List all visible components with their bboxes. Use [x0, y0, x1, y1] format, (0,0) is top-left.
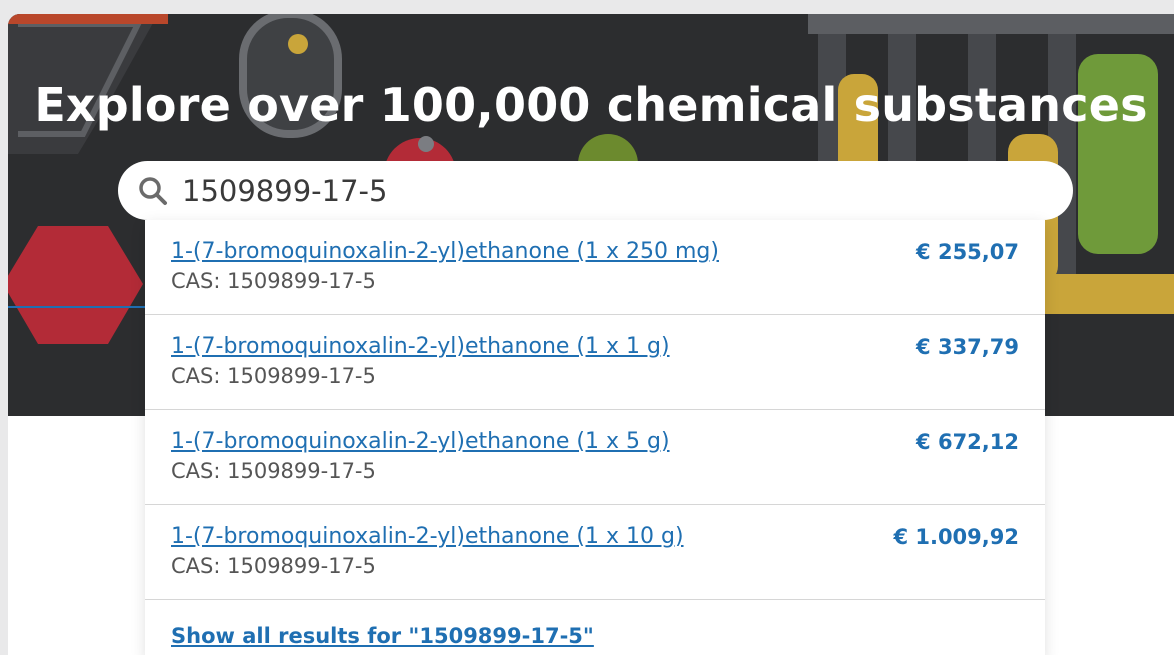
result-price: € 1.009,92 — [893, 525, 1019, 549]
result-product-link[interactable]: 1-(7-bromoquinoxalin-2-yl)ethanone (1 x 10 g) — [171, 524, 684, 549]
result-item[interactable] — [145, 220, 1045, 315]
accent-divider — [8, 306, 148, 308]
result-cas-number: CAS: 1509899-17-5 — [171, 364, 376, 388]
result-product-link[interactable]: 1-(7-bromoquinoxalin-2-yl)ethanone (1 x 250 mg) — [171, 239, 719, 264]
search-input[interactable] — [182, 174, 1042, 208]
result-cas-number: CAS: 1509899-17-5 — [171, 269, 376, 293]
result-price: € 672,12 — [916, 430, 1019, 454]
show-all-row — [145, 600, 1045, 655]
result-item[interactable] — [145, 410, 1045, 505]
page-card — [8, 14, 1174, 655]
page-title: Explore over 100,000 chemical substances — [34, 78, 1148, 132]
search-bar[interactable] — [118, 161, 1073, 220]
result-item[interactable] — [145, 315, 1045, 410]
search-results-dropdown — [145, 220, 1045, 655]
result-product-link[interactable]: 1-(7-bromoquinoxalin-2-yl)ethanone (1 x 1 g) — [171, 334, 670, 359]
result-price: € 255,07 — [916, 240, 1019, 264]
result-price: € 337,79 — [916, 335, 1019, 359]
result-cas-number: CAS: 1509899-17-5 — [171, 459, 376, 483]
result-product-link[interactable]: 1-(7-bromoquinoxalin-2-yl)ethanone (1 x 5 g) — [171, 429, 670, 454]
result-cas-number: CAS: 1509899-17-5 — [171, 554, 376, 578]
search-icon[interactable] — [138, 176, 168, 206]
result-item[interactable] — [145, 505, 1045, 600]
show-all-results-link[interactable]: Show all results for "1509899-17-5" — [171, 624, 594, 648]
